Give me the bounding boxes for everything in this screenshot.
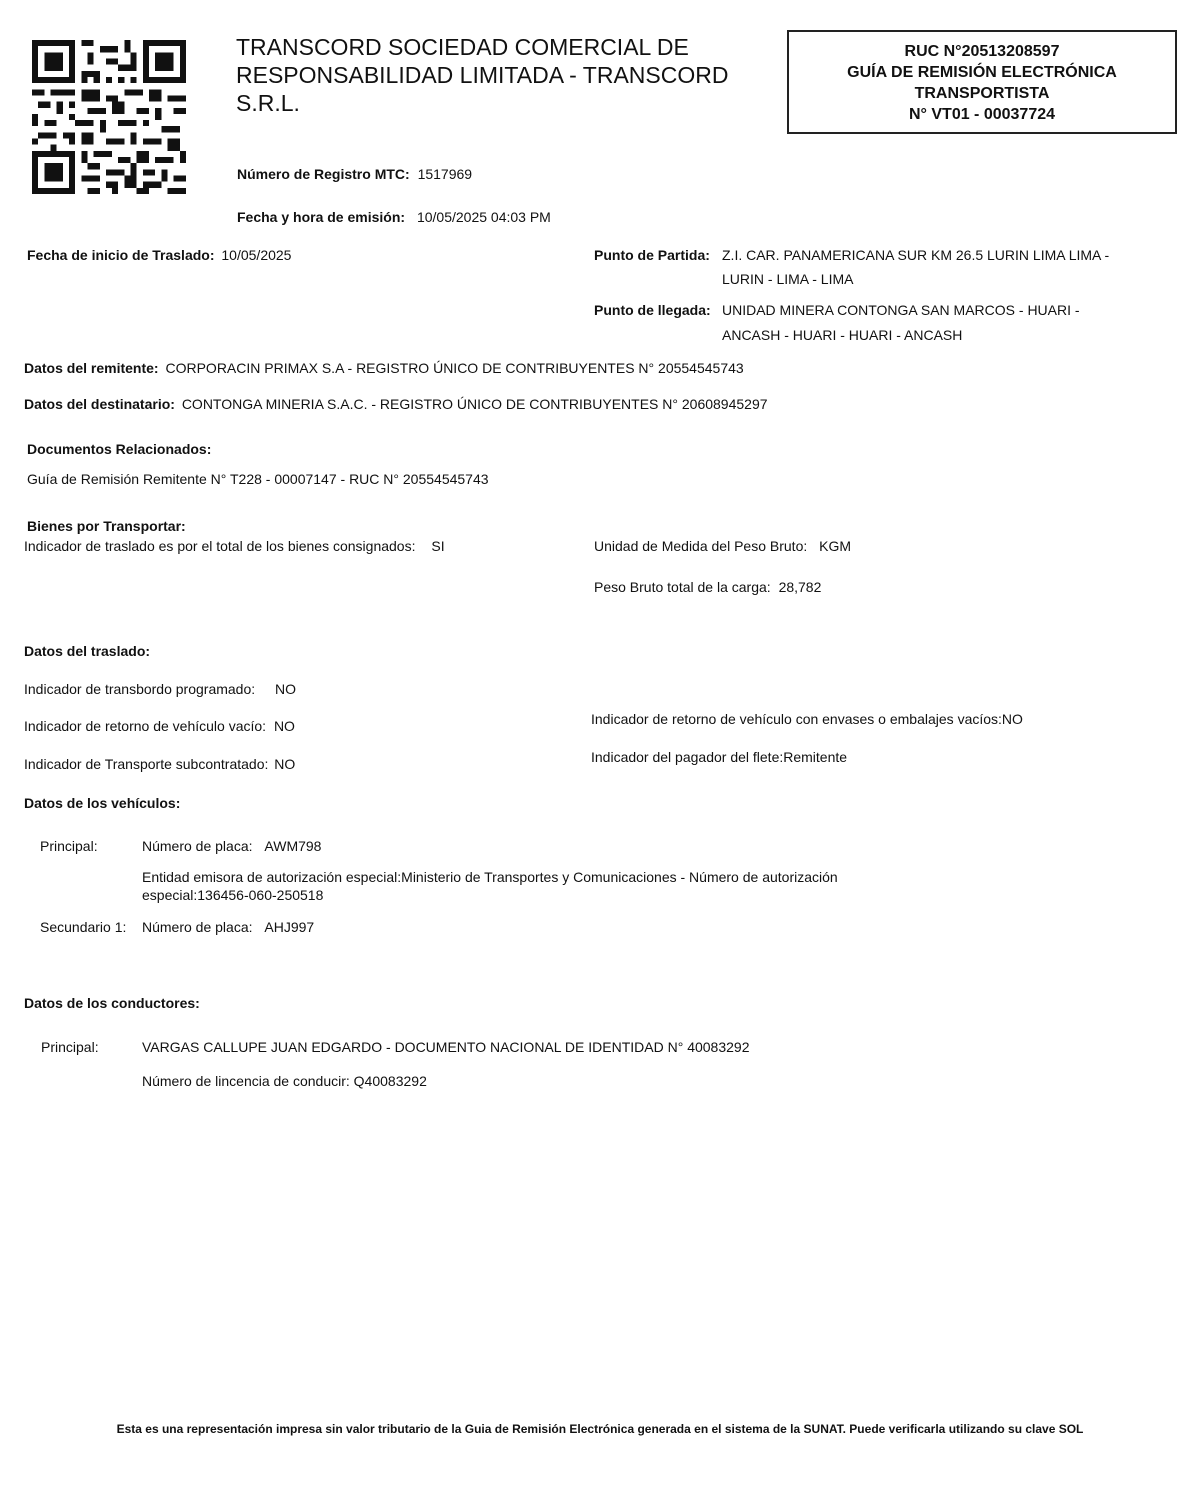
secundario-placa-label: Número de placa:: [142, 919, 253, 935]
ruc-box: [787, 30, 1177, 134]
pagador-value: Remitente: [783, 749, 848, 765]
vehiculo-secundario-placa: [142, 919, 314, 935]
principal-placa-value: AWM798: [264, 838, 322, 854]
conductor-principal-label: Principal:: [41, 1039, 99, 1055]
destinatario-label: Datos del destinatario:: [24, 396, 175, 412]
company-name: TRANSCORD SOCIEDAD COMERCIAL DE RESPONSABILIDAD LIMITADA - TRANSCORD S.R.L.: [236, 34, 729, 116]
licencia-value: Q40083292: [353, 1073, 427, 1089]
retorno-envases-label: Indicador de retorno de vehículo con envases o embalajes vacíos:: [591, 711, 1002, 727]
datos-traslado-heading: Datos del traslado:: [24, 643, 151, 659]
retorno-envases-value: NO: [1001, 711, 1023, 727]
principal-placa-label: Número de placa:: [142, 838, 253, 854]
licencia-label: Número de lincencia de conducir:: [142, 1073, 350, 1089]
document-number: N° VT01 - 00037724: [908, 106, 1056, 123]
subcontratado-value: NO: [274, 756, 296, 772]
retorno-vacio-label: Indicador de retorno de vehículo vacío:: [24, 718, 267, 734]
indicador-pagador-flete: [591, 749, 847, 765]
licencia-conducir: [142, 1073, 427, 1089]
unidad-medida-peso: [594, 538, 851, 554]
conductor-principal-value: VARGAS CALLUPE JUAN EDGARDO - DOCUMENTO NACIONAL DE IDENTIDAD N° 40083292: [142, 1039, 750, 1055]
autorizacion-especial-line-2: especial:136456-060-250518: [142, 887, 324, 903]
remitente-label: Datos del remitente:: [24, 360, 159, 376]
vehiculo-principal-placa: [142, 838, 321, 854]
datos-remitente: [24, 360, 744, 376]
inicio-value: 10/05/2025: [221, 247, 292, 263]
documento-relacionado-item: Guía de Remisión Remitente N° T228 - 00007147 - RUC N° 20554545743: [27, 471, 489, 487]
punto-llegada-line-2: ANCASH - HUARI - HUARI - ANCASH: [722, 327, 963, 343]
indicador-total-bienes: [24, 538, 445, 554]
punto-llegada-label: Punto de llegada:: [594, 302, 711, 318]
indicador-transbordo: [24, 681, 296, 697]
bienes-heading: Bienes por Transportar:: [27, 518, 186, 534]
indicador-subcontratado: [24, 756, 295, 772]
datos-destinatario: [24, 396, 768, 412]
mtc-label: Número de Registro MTC:: [237, 166, 410, 182]
vehiculo-secundario-label: Secundario 1:: [40, 919, 127, 935]
peso-value: 28,782: [778, 579, 822, 595]
punto-partida-label: Punto de Partida:: [594, 247, 710, 263]
destinatario-value: CONTONGA MINERIA S.A.C. - REGISTRO ÚNICO DE CONTRIBUYENTES N° 20608945297: [181, 396, 768, 412]
pagador-label: Indicador del pagador del flete:: [591, 749, 784, 765]
conductores-heading: Datos de los conductores:: [24, 995, 200, 1011]
ruc-number: RUC N°20513208597: [904, 43, 1060, 60]
document-title: GUÍA DE REMISIÓN ELECTRÓNICA: [847, 64, 1117, 81]
fecha-inicio-traslado: [27, 247, 291, 263]
qr-code: [32, 40, 186, 194]
indicador-retorno-envases: [591, 711, 1023, 727]
document-subtitle: TRANSPORTISTA: [914, 85, 1050, 102]
punto-llegada-line-1: UNIDAD MINERA CONTONGA SAN MARCOS - HUARI -: [722, 302, 1080, 318]
unidad-value: KGM: [819, 538, 852, 554]
indicador-retorno-vacio: [24, 718, 295, 734]
fecha-emision: [237, 209, 551, 225]
transbordo-label: Indicador de transbordo programado:: [24, 681, 256, 697]
vehiculos-heading: Datos de los vehículos:: [24, 795, 181, 811]
indicador-total-value: SI: [431, 538, 445, 554]
punto-partida-line-2: LURIN - LIMA - LIMA: [722, 271, 854, 287]
secundario-placa-value: AHJ997: [264, 919, 315, 935]
punto-partida-line-1: Z.I. CAR. PANAMERICANA SUR KM 26.5 LURIN LIMA LIMA -: [722, 247, 1110, 263]
peso-label: Peso Bruto total de la carga:: [594, 579, 771, 595]
remitente-value: CORPORACIN PRIMAX S.A - REGISTRO ÚNICO DE CONTRIBUYENTES N° 20554545743: [165, 360, 744, 376]
emision-value: 10/05/2025 04:03 PM: [416, 209, 551, 225]
vehiculo-principal-label: Principal:: [40, 838, 98, 854]
peso-bruto-total: [594, 579, 821, 595]
mtc-value: 1517969: [417, 166, 473, 182]
documentos-heading: Documentos Relacionados:: [27, 441, 212, 457]
mtc-registro: [237, 166, 472, 182]
unidad-label: Unidad de Medida del Peso Bruto:: [594, 538, 808, 554]
emision-label: Fecha y hora de emisión:: [237, 209, 406, 225]
footer-disclaimer: Esta es una representación impresa sin valor tributario de la Guia de Remisión Electrónica generada en el sistema de la SUNAT. Puede verificarla utilizando su clave SOL: [116, 1422, 1084, 1436]
retorno-vacio-value: NO: [273, 718, 295, 734]
inicio-label: Fecha de inicio de Traslado:: [27, 247, 215, 263]
transbordo-value: NO: [275, 681, 297, 697]
indicador-total-label: Indicador de traslado es por el total de los bienes consignados:: [24, 538, 416, 554]
subcontratado-label: Indicador de Transporte subcontratado:: [24, 756, 269, 772]
autorizacion-especial-line-1: Entidad emisora de autorización especial:Ministerio de Transportes y Comunicaciones - Número de autorización: [142, 869, 838, 885]
